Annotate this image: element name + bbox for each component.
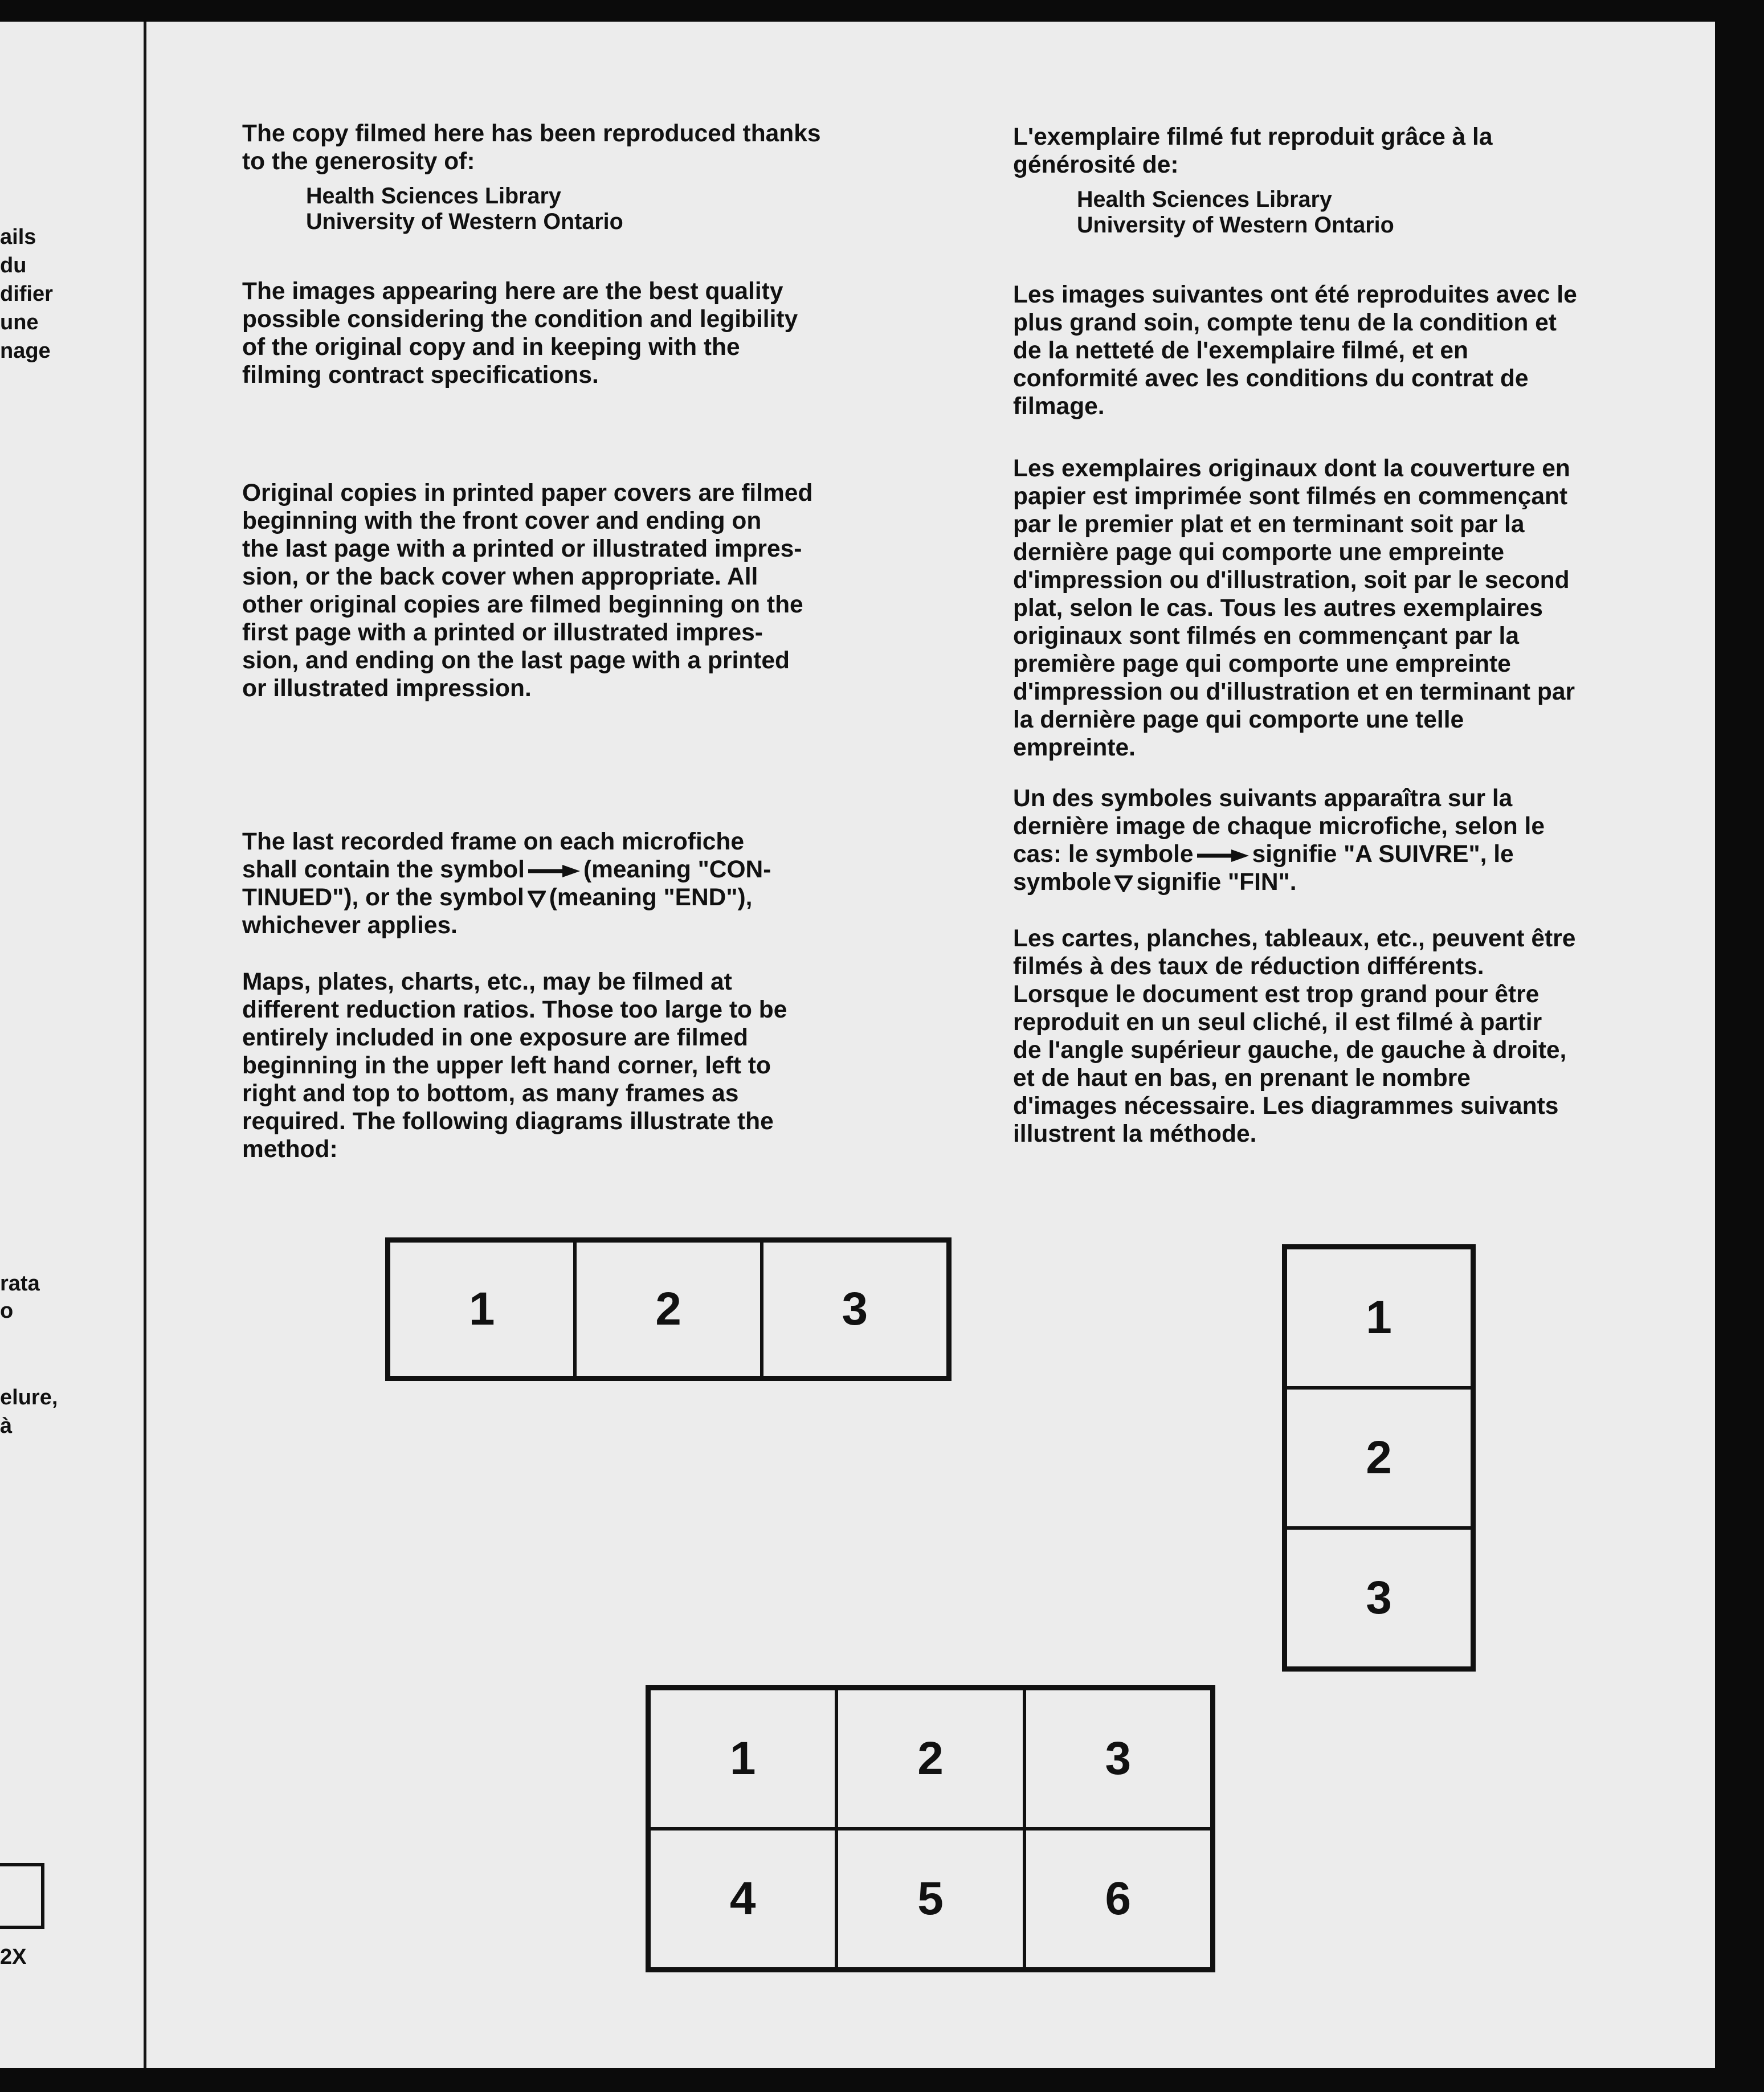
french-column [1013,123,1685,1148]
english-column [242,120,909,1163]
frame-cell: 1 [1285,1248,1472,1388]
fragment-text: à [0,1414,13,1438]
english-covers: Original copies in printed paper covers are filmed beginning with the front cover and ending on the last page with a printed or illustrated impres- sion, or the back cover when appropriate. All other original copies are filmed beginning on the first page with a printed or illustrated impres- sion, and ending on the last page with a printed or illustrated impression. [242,480,813,702]
french-covers: Les exemplaires originaux dont la couverture en papier est imprimée sont filmés en commençant par le premier plat et en terminant soit par la dernière page qui comporte une empreinte d'impression ou d'illustration, soit par le second plat, selon le cas. Tous les autres exemplaires originaux sont filmés en commençant par la première page qui comporte une empreinte d'impression ou d'illustration et en terminant par la dernière page qui comporte une telle empreinte. [1013,455,1575,761]
fragment-text: 2X [0,1945,27,1969]
fragment-text: rata [0,1272,40,1296]
frame-cell: 3 [762,1241,948,1378]
fragment-text: du [0,254,27,277]
microfiche-page [0,22,1715,2068]
fragment-text: une [0,310,39,334]
english-symbol-text-c: (meaning "END"), whichever applies. [242,884,753,939]
english-symbol-text-b: (meaning "CON- TINUED"), or the symbol [242,856,771,911]
frame-cell: 3 [1285,1528,1472,1668]
previous-frame-fragment [0,22,144,2068]
fragment-text: elure, [0,1386,58,1409]
english-quality: The images appearing here are the best quality possible considering the condition and legibility of the original copy and in keeping with the filming contract specifications. [242,278,798,389]
continued-arrow-icon [527,864,581,879]
fragment-text: ails [0,225,36,249]
english-symbol-text-a: The last recorded frame on each microfiche shall contain the symbol [242,828,744,883]
grid-frames-diagram [646,1685,1215,1972]
french-maps: Les cartes, planches, tableaux, etc., peuvent être filmés à des taux de réduction différents. Lorsque le document est trop grand pour être reproduit en un seul cliché, il est filmé à partir de l'angle supérieur gauche, de gauche à droite, et de haut en bas, en prenant le nombre d'images nécessaire. Les diagrammes suivants illustrent la méthode. [1013,925,1576,1147]
frame-cell: 5 [836,1829,1024,1969]
frame-cell: 6 [1024,1829,1212,1969]
english-symbols [242,828,909,939]
french-symbol-text-a: Un des symboles suivants apparaîtra sur la dernière image de chaque microfiche, selon le cas: le symbole [1013,785,1545,868]
fragment-text: difier [0,282,53,306]
frame-cell: 4 [649,1829,836,1969]
end-triangle-icon [1114,875,1133,892]
frame-cell: 2 [836,1689,1024,1829]
frame-cell: 2 [575,1241,761,1378]
french-intro: L'exemplaire filmé fut reproduit grâce à la générosité de: [1013,124,1493,178]
french-library: Health Sciences Library University of Western Ontario [1077,187,1394,238]
french-quality: Les images suivantes ont été reproduites avec le plus grand soin, compte tenu de la condition et de la netteté de l'exemplaire filmé, et en conformité avec les conditions du contrat de filmage. [1013,281,1577,420]
frame-cell: 2 [1285,1388,1472,1528]
fragment-text: nage [0,339,51,363]
english-library: Health Sciences Library University of Western Ontario [306,183,623,234]
fragment-box [0,1863,44,1929]
frame-cell: 3 [1024,1689,1212,1829]
continued-arrow-icon [1196,848,1250,863]
frame-cell: 1 [649,1689,836,1829]
fragment-text: o [0,1299,14,1323]
french-symbols [1013,785,1685,896]
end-triangle-icon [528,890,546,908]
frame-cell: 1 [389,1241,575,1378]
horizontal-frames-diagram [385,1237,952,1381]
french-symbol-text-c: signifie "FIN". [1136,869,1297,896]
english-intro: The copy filmed here has been reproduced thanks to the generosity of: [242,120,821,175]
vertical-frames-diagram [1282,1244,1476,1672]
frame-divider [144,22,146,2068]
french-symbol-text-b: signifie "A SUIVRE", le symbole [1013,841,1514,896]
english-maps: Maps, plates, charts, etc., may be filmed at different reduction ratios. Those too large to be entirely included in one exposure are filmed beginning in the upper left hand corner, left to right and top to bottom, as many frames as required. The following diagrams illustrate the method: [242,969,787,1163]
